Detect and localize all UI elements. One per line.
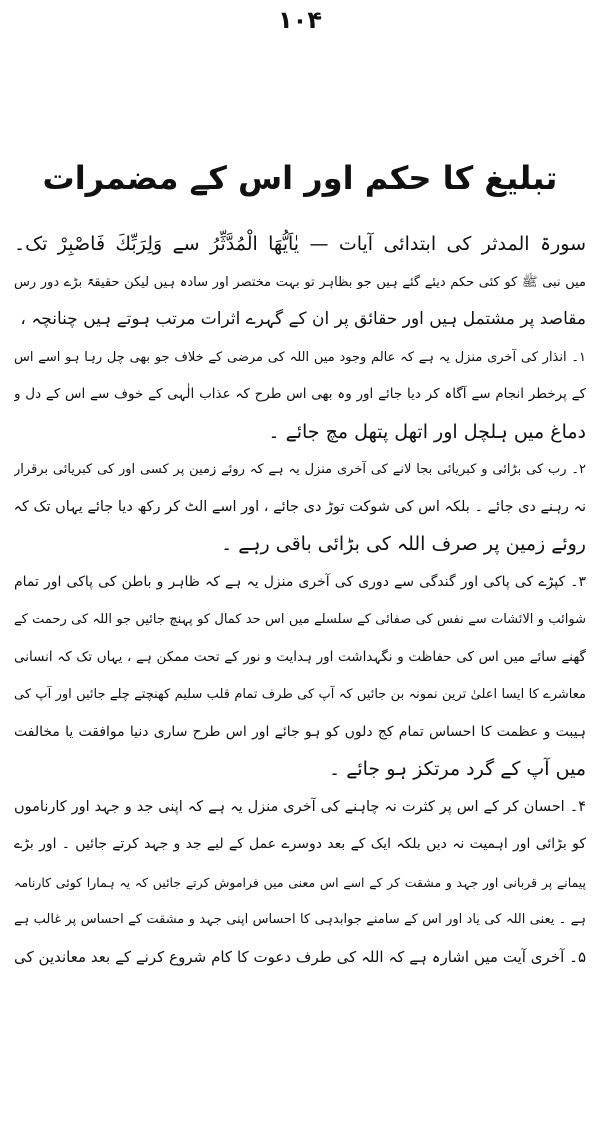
text-line: روئے زمین پر صرف اللہ کی بڑائی باقی رہے ۔ xyxy=(221,533,586,555)
chapter-title: تبلیغ کا حکم اور اس کے مضمرات xyxy=(42,159,558,197)
text-line: میں آپ کے گرد مرتکز ہو جائے ۔ xyxy=(329,758,586,780)
text-line: ۵۔ آخری آیت میں اشارہ ہے کہ اللہ کی طرف دعوت کا کام شروع کرنے کے بعد معاندین کی xyxy=(14,947,586,966)
page-number: ۱۰۴ xyxy=(278,6,322,34)
text-line: کے پرخطر انجام سے آگاہ کر دیا جائے اور وہ بھی اس طرح کہ عذاب الٰہی کے خوف سے اس کے دل و xyxy=(14,386,586,402)
text-line: ۳۔ کپڑے کی پاکی اور گندگی سے دوری کی آخری منزل یہ ہے کہ ظاہر و باطن کی پاکی اور تمام xyxy=(14,573,586,590)
text-line: میں نبی ﷺ کو کئی حکم دیئے گئے ہیں جو بظاہر تو بہت مختصر اور سادہ ہیں لیکن حقیقۃً بڑے دور رس xyxy=(14,274,586,290)
text-line: پیمانے پر قربانی اور جہد و مشقت کر کے اسے اس معنی میں فراموش کرتے جائیں کہ یہ ہمارا کوئی کارنامہ xyxy=(14,874,586,890)
text-line: گھنے سائے میں اس کی حفاظت و نگہداشت اور ہدایت و نور کے تحت ممکن ہے ، یہاں تک کہ انسانی xyxy=(14,648,586,665)
text-line: ہے ۔ یعنی اللہ کی یاد اور اس کے سامنے جوابدہی کا احساس اپنی جہد و مشقت کے احساس پر غالب ہے xyxy=(14,912,586,927)
text-line: ہیبت و عظمت کا احساس تمام کج دلوں کو ہو جائے اور اس طرح ساری دنیا موافقت یا مخالفت xyxy=(14,723,586,740)
text-line: سورۃ المدثر کی ابتدائی آیات — یٰاَیُّهَا الْمُدَّثِّرُ سے وَلِرَبِّكَ فَاصْبِرْ تک۔ xyxy=(14,233,586,255)
text-line: ۴۔ احسان کر کے اس پر کثرت نہ چاہنے کی آخری منزل یہ ہے کہ اپنی جد و جہد اور کارناموں xyxy=(14,798,586,815)
text-line: نہ رہنے دی جائے ۔ بلکہ اس کی شوکت توڑ دی جائے ، اور اسے الٹ کر رکھ دیا جائے یہاں تک کہ xyxy=(14,498,586,515)
body-text xyxy=(14,226,586,976)
text-line: شوائب و الائشات سے نفس کی صفائی کے سلسلے میں اس حد کمال کو پہنچ جائیں جو اللہ کی رحمت کے xyxy=(14,612,586,627)
text-line: معاشرے کا ایسا اعلیٰ ترین نمونہ بن جائیں کہ آپ کی طرف تمام قلب سلیم کھنچتے چلے جائیں اور آپ کی xyxy=(14,687,586,702)
text-line: ۱۔ انذار کی آخری منزل یہ ہے کہ عالم وجود میں اللہ کی مرضی کے خلاف جو بھی چل رہا ہو اسے اس xyxy=(14,349,586,365)
text-line: مقاصد پر مشتمل ہیں اور حقائق پر ان کے گہرے اثرات مرتب ہوتے ہیں چنانچہ ، xyxy=(20,309,586,329)
text-line: کو بڑائی اور اہمیت نہ دیں بلکہ ایک کے بعد دوسرے عمل کے لیے جد و جہد کرتے جائیں ۔ اور بڑے xyxy=(14,836,586,852)
text-line: دماغ میں ہلچل اور اتھل پتھل مچ جائے ۔ xyxy=(268,420,586,443)
text-line: ۲۔ رب کی بڑائی و کبریائی بجا لانے کی آخری منزل یہ ہے کہ روئے زمین پر کسی اور کی کبریائی برقرار xyxy=(14,462,586,477)
